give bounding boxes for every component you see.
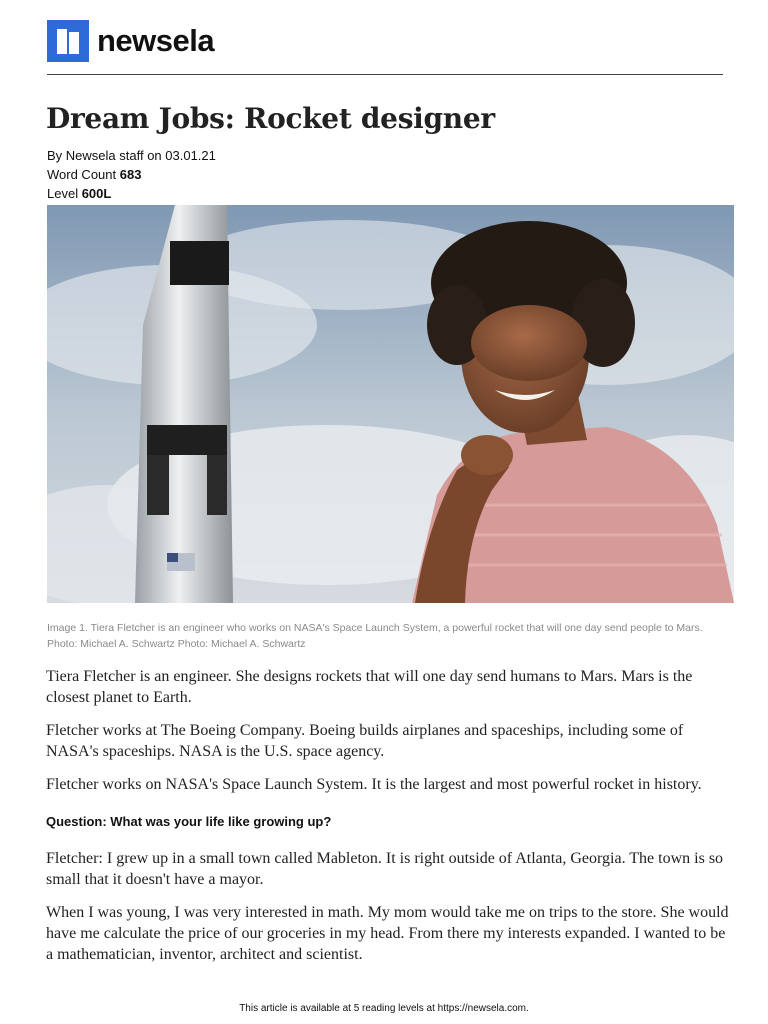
paragraph: When I was young, I was very interested in math. My mom would take me on trips to the store. She would have me calculate the price of our groceries in my head. From there my interests expanded. I wanted to be a mathematician, inventor, architect and scientist.	[46, 904, 729, 963]
header	[47, 20, 214, 62]
byline: By Newsela staff on 03.01.21	[47, 148, 216, 163]
reading-level: Level 600L	[47, 186, 112, 201]
footer-note: This article is available at 5 reading levels at https://newsela.com.	[239, 1003, 529, 1014]
article-title: Dream Jobs: Rocket designer	[46, 102, 495, 135]
article-meta	[47, 146, 216, 203]
paragraph: Fletcher works on NASA's Space Launch System. It is the largest and most powerful rocket in history.	[46, 776, 702, 793]
paragraph: Tiera Fletcher is an engineer. She designs rockets that will one day send humans to Mars. Mars is the closest planet to Earth.	[46, 668, 693, 706]
brand-name[interactable]: newsela	[97, 23, 215, 58]
newsela-logo-icon[interactable]	[47, 20, 89, 62]
word-count: Word Count 683	[47, 167, 142, 182]
question-heading: Question: What was your life like growing up?	[46, 814, 332, 829]
image-caption: Image 1. Tiera Fletcher is an engineer who works on NASA's Space Launch System, a powerful rocket that will one day send people to Mars. Photo: Michael A. Schwartz Photo: Michael A. Schwartz	[47, 622, 703, 650]
article-photo	[47, 205, 734, 603]
header-divider	[47, 74, 723, 75]
paragraph: Fletcher works at The Boeing Company. Boeing builds airplanes and spaceships, including some of NASA's spaceships. NASA is the U.S. space agency.	[46, 722, 684, 760]
article-body	[46, 666, 736, 977]
paragraph: Fletcher: I grew up in a small town called Mableton. It is right outside of Atlanta, Georgia. The town is so small that it doesn't have a mayor.	[46, 850, 724, 888]
